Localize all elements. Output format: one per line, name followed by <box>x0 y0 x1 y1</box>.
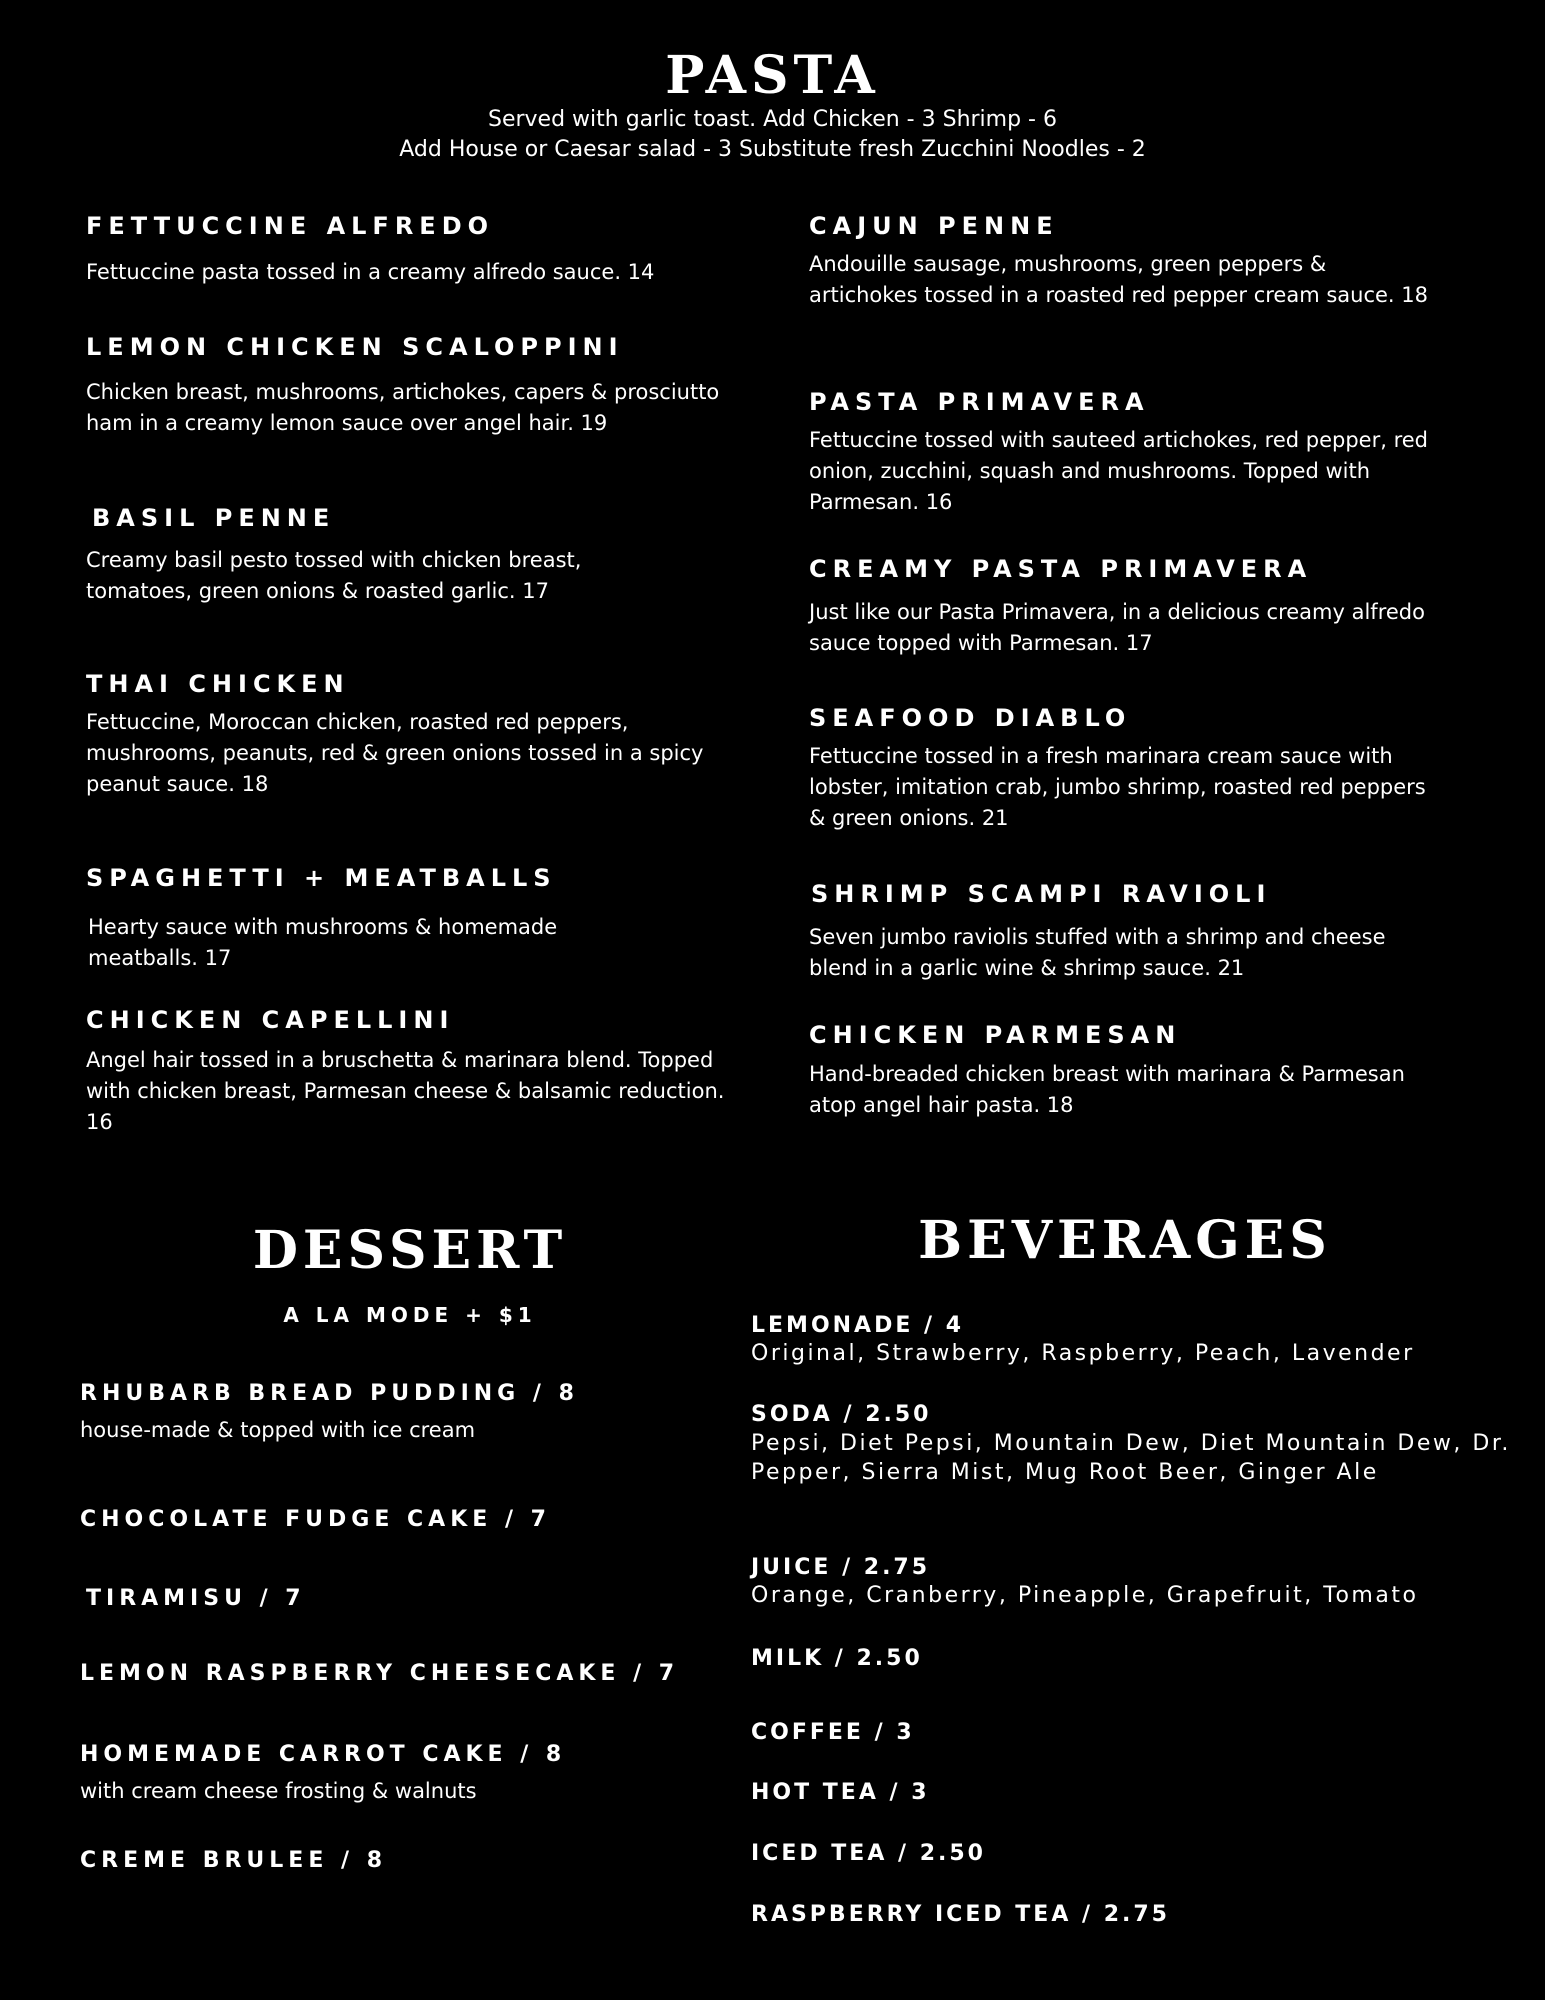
menu-item-description: Chicken breast, mushrooms, artichokes, capers & prosciutto ham in a creamy lemon sauce over angel hair. 19 <box>86 380 720 435</box>
dessert-item-name: LEMON RASPBERRY CHEESECAKE / 7 <box>80 1661 680 1686</box>
dessert-item-name: HOMEMADE CARROT CAKE / 8 <box>80 1742 567 1767</box>
dessert-item-description: with cream cheese frosting & walnuts <box>80 1779 477 1803</box>
menu-item-description: Fettuccine, Moroccan chicken, roasted red peppers, mushrooms, peanuts, red & green onions tossed in a spicy peanut sauce. 18 <box>86 710 704 796</box>
menu-item-name: SPAGHETTI + MEATBALLS <box>86 864 557 892</box>
menu-item-description: Just like our Pasta Primavera, in a delicious creamy alfredo sauce topped with Parmesan. 17 <box>809 600 1425 655</box>
menu-item-description: Fettuccine tossed in a fresh marinara cream sauce with lobster, imitation crab, jumbo shrimp, roasted red peppers & green onions. 21 <box>809 744 1426 830</box>
menu-item-name: THAI CHICKEN <box>86 670 350 698</box>
menu-item-description: Hearty sauce with mushrooms & homemade meatballs. 17 <box>88 915 558 970</box>
beverage-item-name: JUICE / 2.75 <box>751 1555 931 1580</box>
beverage-item-name: LEMONADE / 4 <box>751 1313 965 1338</box>
menu-item-description: Hand-breaded chicken breast with marinara & Parmesan atop angel hair pasta. 18 <box>809 1062 1405 1117</box>
beverage-item-name: ICED TEA / 2.50 <box>751 1841 986 1866</box>
beverage-item-name: HOT TEA / 3 <box>751 1780 930 1805</box>
menu-item-name: CHICKEN PARMESAN <box>809 1021 1182 1049</box>
menu-item-name: FETTUCCINE ALFREDO <box>86 212 495 240</box>
dessert-subtitle: A LA MODE + $1 <box>283 1303 537 1327</box>
menu-item-description: Fettuccine tossed with sauteed artichokes, red pepper, red onion, zucchini, squash and mushrooms. Topped with Parmesan. 16 <box>809 428 1429 514</box>
beverages-title: BEVERAGES <box>918 1210 1332 1271</box>
dessert-item-name: CHOCOLATE FUDGE CAKE / 7 <box>80 1507 551 1532</box>
menu-item-name: SEAFOOD DIABLO <box>809 704 1132 732</box>
pasta-subtitle-line-1: Served with garlic toast. Add Chicken - 3 Shrimp - 6 <box>487 107 1057 132</box>
dessert-title: DESSERT <box>252 1220 568 1281</box>
beverage-item-name: RASPBERRY ICED TEA / 2.75 <box>751 1902 1170 1927</box>
beverage-item-name: COFFEE / 3 <box>751 1720 915 1745</box>
pasta-title: PASTA <box>665 45 880 106</box>
beverage-item-name: SODA / 2.50 <box>751 1402 932 1427</box>
menu-item-description: Angel hair tossed in a bruschetta & marinara blend. Topped with chicken breast, Parmesan cheese & balsamic reduction. 16 <box>86 1048 725 1134</box>
menu-item-name: BASIL PENNE <box>92 504 336 532</box>
menu-item-description: Andouille sausage, mushrooms, green peppers & artichokes tossed in a roasted red pepper cream sauce. 18 <box>809 252 1428 307</box>
menu-item-description: Creamy basil pesto tossed with chicken breast, tomatoes, green onions & roasted garlic. 17 <box>86 548 582 603</box>
menu-item-name: LEMON CHICKEN SCALOPPINI <box>86 333 624 361</box>
menu-item-name: CAJUN PENNE <box>809 212 1059 240</box>
beverage-item-description: Orange, Cranberry, Pineapple, Grapefruit, Tomato <box>751 1583 1419 1608</box>
menu-item-name: SHRIMP SCAMPI RAVIOLI <box>811 880 1272 908</box>
menu-item-name: CHICKEN CAPELLINI <box>86 1006 455 1034</box>
menu-item-description: Fettuccine pasta tossed in a creamy alfredo sauce. 14 <box>86 260 655 284</box>
dessert-item-name: TIRAMISU / 7 <box>86 1586 306 1611</box>
menu-item-description: Seven jumbo raviolis stuffed with a shrimp and cheese blend in a garlic wine & shrimp sauce. 21 <box>809 925 1386 980</box>
menu-item-name: CREAMY PASTA PRIMAVERA <box>809 555 1313 583</box>
beverage-item-name: MILK / 2.50 <box>751 1646 923 1671</box>
dessert-item-name: CREME BRULEE / 8 <box>80 1848 388 1873</box>
pasta-subtitle-line-2: Add House or Caesar salad - 3 Substitute fresh Zucchini Noodles - 2 <box>399 137 1146 162</box>
dessert-item-description: house-made & topped with ice cream <box>80 1418 476 1442</box>
beverage-item-description: Original, Strawberry, Raspberry, Peach, Lavender <box>751 1341 1415 1366</box>
beverage-item-description: Pepsi, Diet Pepsi, Mountain Dew, Diet Mountain Dew, Dr. Pepper, Sierra Mist, Mug Root Beer, Ginger Ale <box>751 1431 1511 1485</box>
dessert-item-name: RHUBARB BREAD PUDDING / 8 <box>80 1381 579 1406</box>
menu-item-name: PASTA PRIMAVERA <box>809 388 1150 416</box>
